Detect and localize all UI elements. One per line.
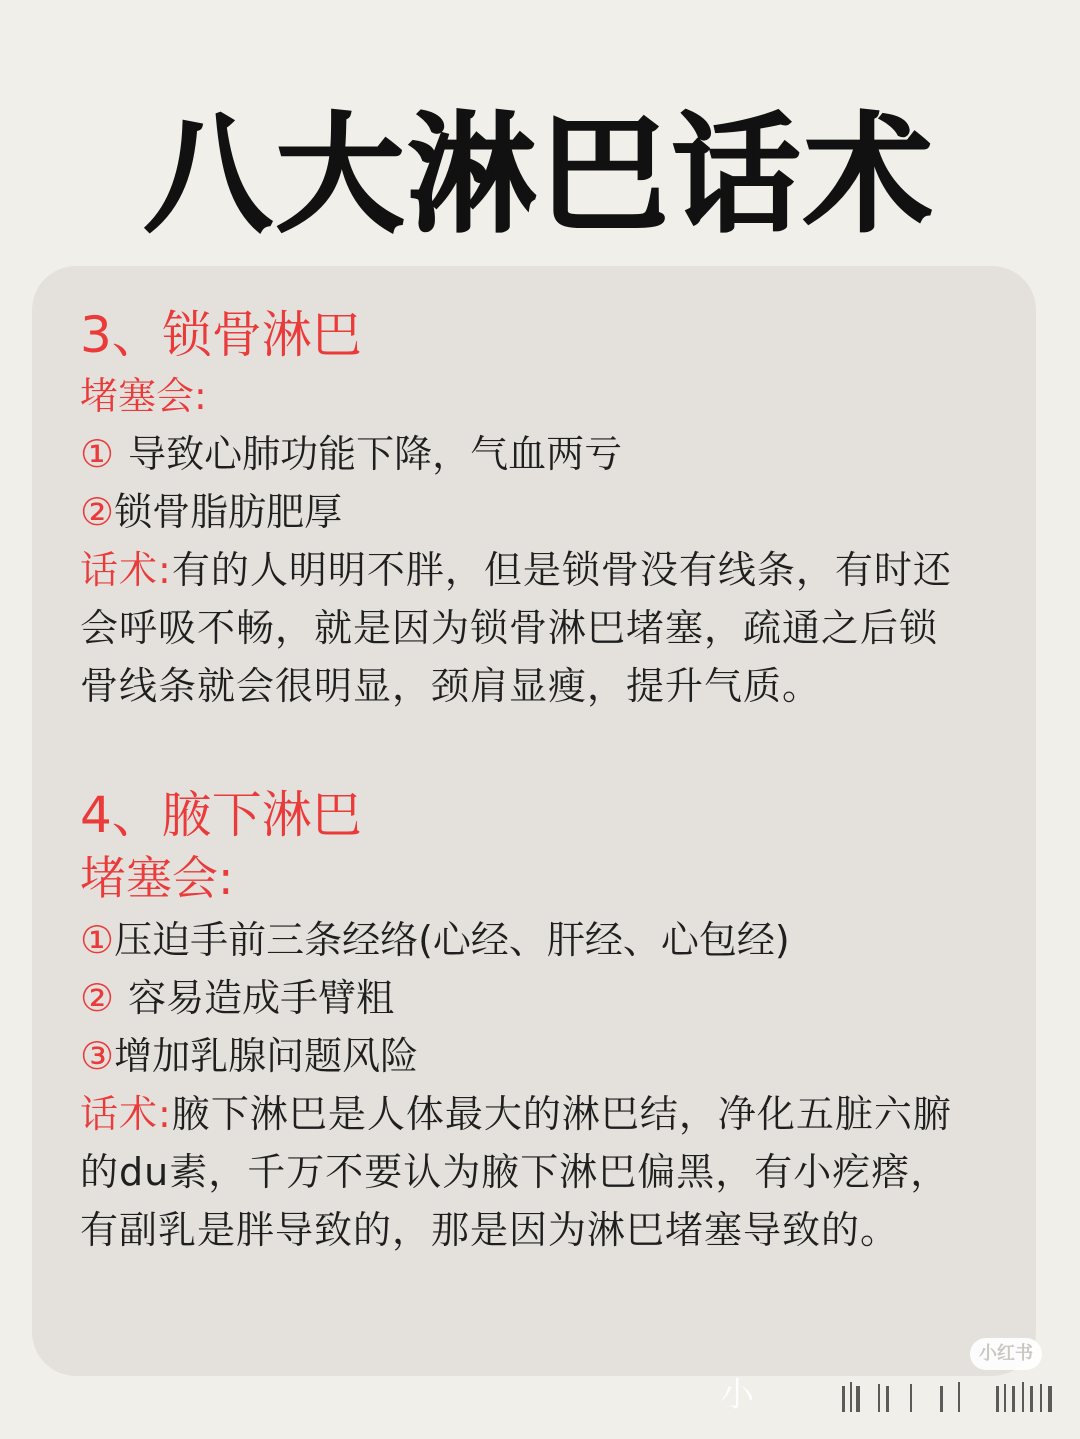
list-item xyxy=(80,483,1020,541)
item-text: 容易造成手臂粗 xyxy=(128,976,395,1020)
speech-line: 有的人明明不胖，但是锁骨没有线条，有时还 xyxy=(171,548,952,592)
speech-line: 有副乳是胖导致的，那是因为淋巴堵塞导致的。 xyxy=(80,1208,900,1252)
speech-paragraph xyxy=(80,541,1020,715)
item-text: 导致心肺功能下降，气血两亏 xyxy=(128,432,623,476)
section-armpit-lymph xyxy=(80,783,1020,1259)
watermark-text: 小 xyxy=(720,1375,754,1415)
item-number: ③ xyxy=(80,1034,115,1078)
speech-line: 会呼吸不畅，就是因为锁骨淋巴堵塞，疏通之后锁 xyxy=(80,606,939,650)
item-number: ① xyxy=(80,432,115,476)
item-number: ② xyxy=(80,490,115,534)
watermark-logo: 小红书 xyxy=(970,1338,1042,1370)
list-item xyxy=(80,1027,1020,1085)
list-item xyxy=(80,911,1020,969)
speech-paragraph xyxy=(80,1085,1020,1259)
speech-line: 的du素，千万不要认为腋下淋巴偏黑，有小疙瘩， xyxy=(80,1150,950,1194)
item-number: ② xyxy=(80,976,115,1020)
item-text: 锁骨脂肪肥厚 xyxy=(114,490,343,534)
item-text: 增加乳腺问题风险 xyxy=(114,1034,419,1078)
list-item xyxy=(80,425,1020,483)
blocked-label: 堵塞会: xyxy=(80,851,234,905)
item-number: ① xyxy=(80,918,115,962)
section-heading: 3、锁骨淋巴 xyxy=(80,306,362,364)
section-heading: 4、腋下淋巴 xyxy=(80,786,362,844)
list-item xyxy=(80,969,1020,1027)
section-clavicle-lymph xyxy=(80,303,1020,715)
speech-label: 话术: xyxy=(80,548,172,592)
speech-line: 腋下淋巴是人体最大的淋巴结，净化五脏六腑 xyxy=(171,1092,952,1136)
item-text: 压迫手前三条经络(心经、肝经、心包经) xyxy=(114,918,790,962)
speech-label: 话术: xyxy=(80,1092,172,1136)
page-title: 八大淋巴话术 xyxy=(143,101,936,250)
speech-line: 骨线条就会很明显，颈肩显瘦，提升气质。 xyxy=(80,664,822,708)
blocked-label: 堵塞会: xyxy=(80,374,207,418)
watermark-barcode-icon xyxy=(790,1378,1060,1414)
